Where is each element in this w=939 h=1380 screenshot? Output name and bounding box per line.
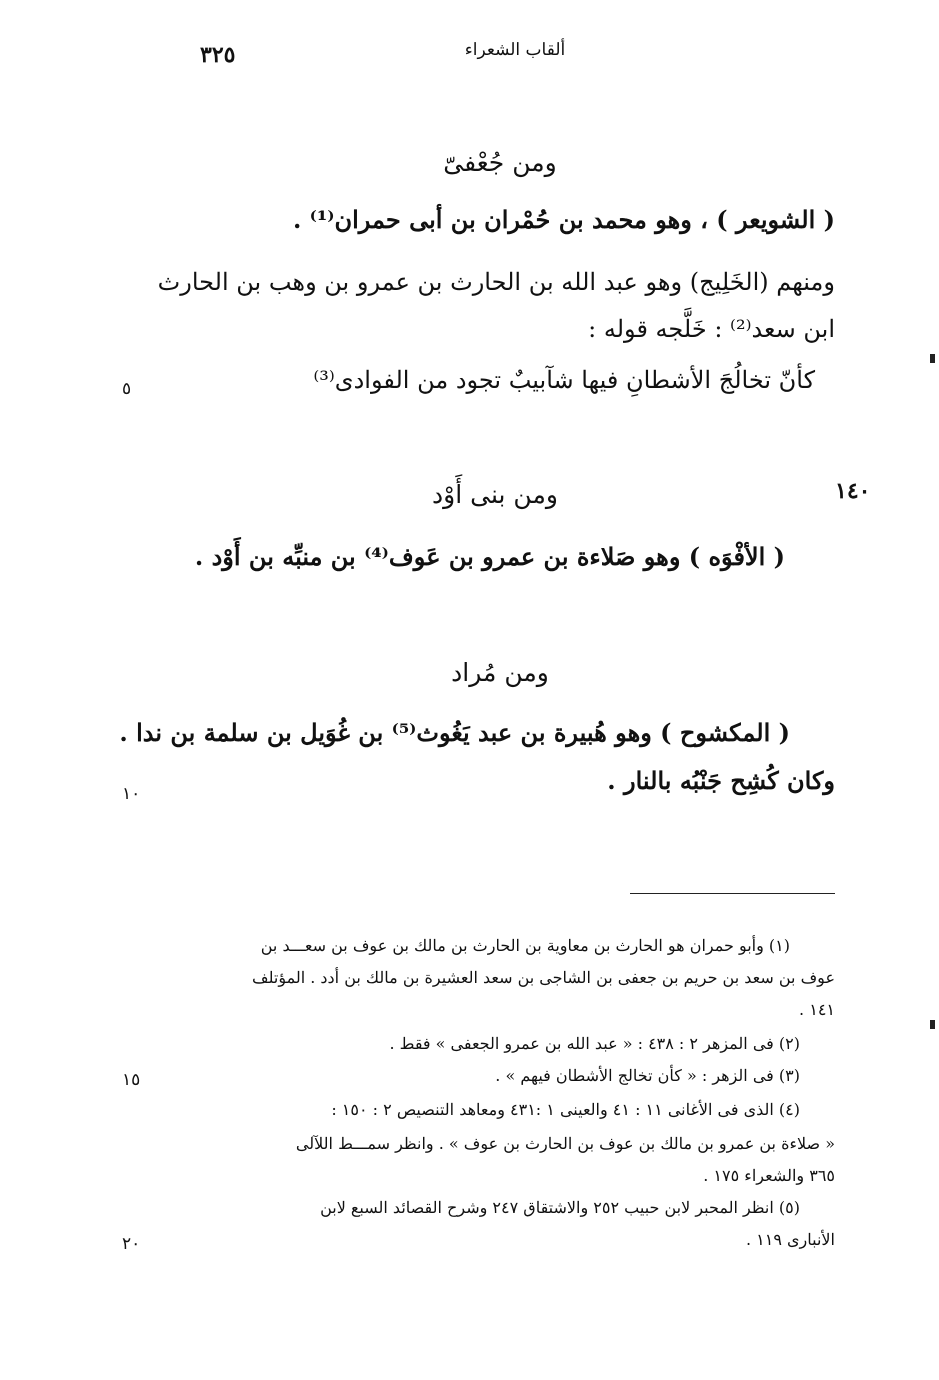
- entry-makshuh: ( المكشوح ) وهو هُبيرة بن عبد يَغُوث⁽⁵⁾ بن غُوَيل بن سلمة بن ندا .: [119, 718, 790, 747]
- margin-line-number-20: ٢٠: [122, 1234, 141, 1254]
- section-heading-murad: ومن مُراد: [451, 658, 549, 687]
- footnote-3: (٣) فى الزهر : « كأن تخالج الأشطان فيهم » .: [495, 1066, 800, 1085]
- margin-line-number-5: ٥: [122, 379, 132, 399]
- scan-mark: [930, 1020, 935, 1029]
- section-heading-jufi: ومن جُعْفىّ: [443, 148, 557, 177]
- entry-khalij-line1: ومنهم (الخَلِيج) وهو عبد الله بن الحارث بن عمرو بن وهب بن الحارث: [157, 268, 835, 296]
- margin-line-number-10: ١٠: [122, 784, 141, 804]
- footnote-4-line3: ٣٦٥ والشعراء ١٧٥ .: [703, 1166, 835, 1185]
- entry-khalij-line2: ابن سعد⁽²⁾ : خَلَّجه قوله :: [588, 315, 835, 343]
- margin-line-number-15: ١٥: [122, 1070, 141, 1090]
- margin-entry-number-140: ١٤٠: [835, 478, 871, 504]
- footnote-2: (٢) فى المزهر ٢ : ٤٣٨ : « عبد الله بن عمرو الجعفى » فقط .: [389, 1034, 800, 1053]
- page-number: ٣٢٥: [200, 42, 236, 68]
- footnote-5-line1: (٥) انظر المحبر لابن حبيب ٢٥٢ والاشتقاق ٢٤٧ وشرح القصائد السبع لابن: [320, 1198, 800, 1217]
- poetry-verse: كأنّ تخالُجَ الأشطانِ فيها شآبيبٌ تجود من الفوادى⁽³⁾: [313, 366, 815, 394]
- footnote-1-line3: ١٤١ .: [799, 1000, 835, 1019]
- running-title: ألقاب الشعراء: [464, 40, 566, 60]
- footnote-4-line1: (٤) الذى فى الأغانى ١١ : ٤١ والعينى ١ :٤٣١ ومعاهد التنصيص ٢ : ١٥٠ :: [331, 1100, 800, 1119]
- scan-mark: [930, 354, 935, 363]
- footnote-1-line2: عوف بن سعد بن حريم بن جعفى بن الشاجى بن سعد العشيرة بن مالك بن أدد . المؤتلف: [252, 968, 835, 987]
- footnote-1-line1: (١) وأبو حمران هو الحارث بن معاوية بن الحارث بن مالك بن عوف بن سعـــد بن: [260, 936, 790, 955]
- footnote-4-line2: « صلاءة بن عمرو بن مالك بن عوف بن الحارث بن عوف » . وانظر سمـــط اللآلى: [295, 1134, 835, 1153]
- footnote-5-line2: الأنبارى ١١٩ .: [745, 1230, 835, 1249]
- footnote-separator: [630, 893, 835, 894]
- entry-afwah: ( الأفْوَه ) وهو صَلاءة بن عمرو بن عَوف⁽⁴⁾ بن منبِّه بن أَوْد .: [194, 542, 785, 571]
- entry-makshuh-cont: وكان كُشِح جَنْبُه بالنار .: [607, 766, 835, 795]
- entry-shuwair: ( الشويعر ) ، وهو محمد بن حُمْران بن أبى حمران⁽¹⁾ .: [292, 205, 835, 234]
- section-heading-awd: ومن بنى أَوْد: [432, 480, 558, 509]
